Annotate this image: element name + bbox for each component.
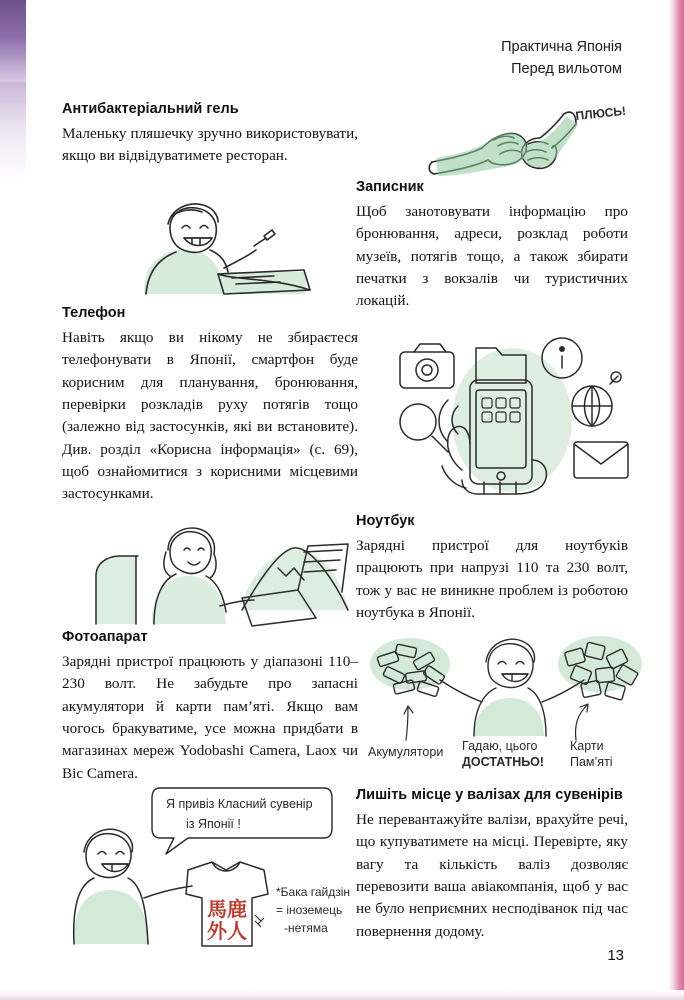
page-edge-right — [668, 0, 684, 1000]
section-camera — [62, 628, 358, 785]
section-laptop-body: Зарядні пристрої для ноутбуків працюють при напрузі 110 та 230 волт, тож у вас не виникне проблем із роботою ноутбука в Японії. — [356, 536, 628, 621]
label-cards-line1: Карти — [570, 739, 604, 753]
book-page — [26, 14, 668, 990]
section-gel-title: Антибактеріальний гель — [62, 101, 239, 117]
note-line-2: = іноземець — [276, 903, 343, 917]
label-enough-line1: Гадаю, цього — [462, 739, 538, 753]
note-line-3: -нетяма — [284, 921, 328, 935]
section-notebook — [356, 178, 628, 313]
section-gel — [62, 100, 358, 168]
section-camera-title: Фотоапарат — [62, 629, 148, 645]
section-notebook-body: Щоб занотовувати інформацію про бронювання, адреси, розклад роботи музеїв, потягів тощо, а також збирати печатки з вокзалів чи туристичних локацій. — [356, 202, 628, 310]
note-line-1: *Бака гайдзін — [276, 885, 351, 899]
section-camera-body: Зарядні пристрої працюють у діапазоні 110–230 волт. Не забудьте про запасні акумулятори й карти пам’яті. Якщо вам чогось бракуватиме, усе можна придбати в магазинах мереж Yodobashi Camera, Laox чи Bic Camera. — [62, 652, 358, 782]
page-edge-top — [26, 0, 684, 14]
section-notebook-title: Записник — [356, 179, 424, 195]
header-title: Практична Японія — [501, 39, 622, 55]
section-souvenirs-title: Лишіть місце у валізах для сувенірів — [356, 787, 623, 803]
bubble-line-1: Я привіз Класний сувенір — [166, 797, 313, 811]
label-enough-line2: ДОСТАТНЬО! — [462, 755, 544, 769]
label-cards-line2: Пам’яті — [570, 755, 613, 769]
header-subtitle: Перед вильотом — [511, 61, 622, 78]
section-souvenirs — [356, 786, 628, 943]
section-souvenirs-body: Не перевантажуйте валізи, врахуйте речі, що купуватимете на місці. Перевірте, яку вагу та кількість валіз дозволяє перевозити ваша авіакомпанія, щоб у вас не було неприємних несподіванок під час повернення додому. — [356, 810, 628, 940]
man-with-notebook-illustration — [114, 194, 344, 304]
page-header — [501, 36, 622, 81]
section-phone-title: Телефон — [62, 305, 126, 321]
section-phone-body: Навіть якщо ви нікому не збираєтеся телефонувати в Японії, смартфон буде корисним для планування, бронювання, перевірки розкладів руху потягів тощо (залежно від застосунків, які ви встановите). Див. розділ «Корисна інформація» (с. 69), щоб ознайомитися з корисними місцевими застосунками. — [62, 328, 358, 503]
section-laptop-title: Ноутбук — [356, 513, 415, 529]
label-batteries: Акумулятори — [368, 745, 444, 759]
boy-with-batteries-and-memory-cards-illustration — [362, 620, 652, 780]
section-gel-body: Маленьку пляшечку зручно використовувати, якщо ви відвідуватимете ресторан. — [62, 124, 358, 165]
page-edge-bottom — [0, 990, 684, 1000]
shirt-kanji-line1: 馬鹿 — [207, 897, 247, 921]
bubble-line-2: із Японії ! — [186, 817, 241, 831]
shirt-kanji-line2: 外人 — [207, 919, 247, 943]
man-with-souvenir-tshirt-illustration — [62, 774, 362, 954]
handshake-gel-illustration — [424, 84, 654, 189]
page-number: 13 — [607, 947, 624, 964]
hand-holding-smartphone-illustration — [366, 310, 646, 500]
section-phone — [62, 304, 358, 506]
handshake-caption: ПЛЮСЬ! — [574, 103, 627, 123]
girl-with-laptop-illustration — [92, 506, 362, 634]
page-edge-left — [0, 0, 26, 1000]
section-laptop — [356, 512, 628, 624]
